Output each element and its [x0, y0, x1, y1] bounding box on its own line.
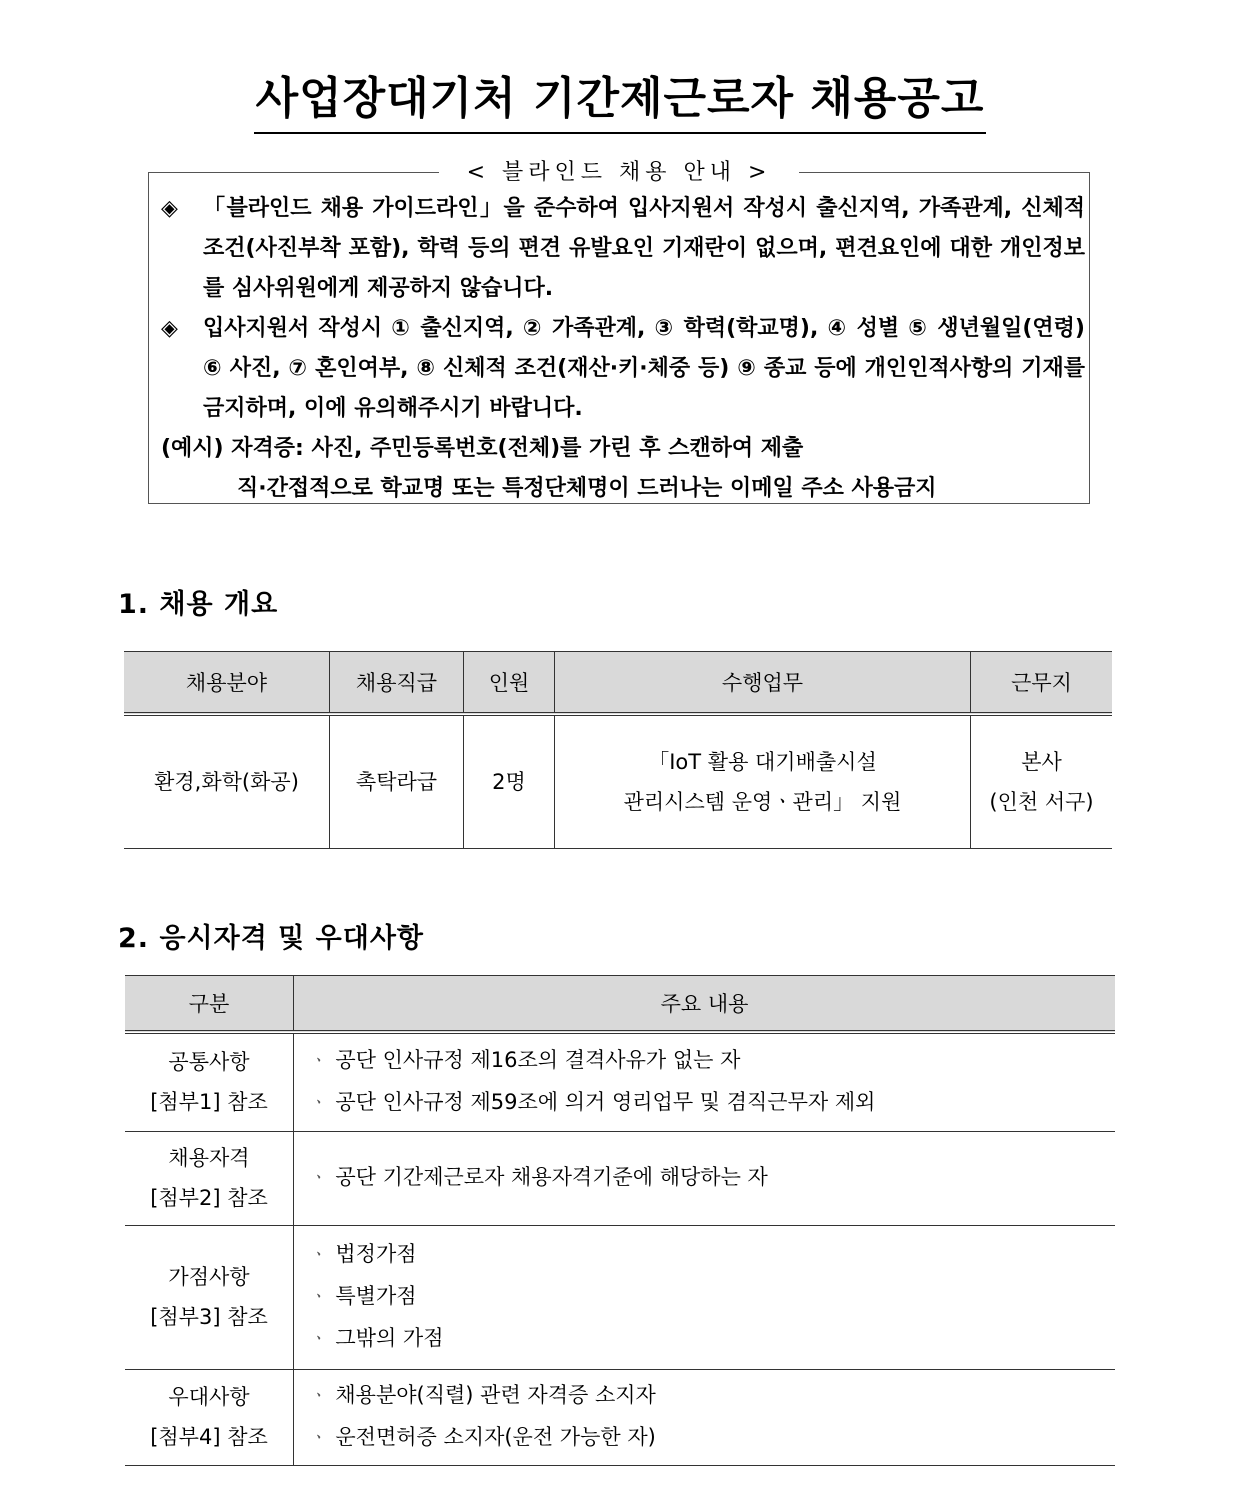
dot-bullet-icon: ㆍ	[310, 1287, 328, 1308]
item-text: 그밖의 가점	[335, 1326, 444, 1350]
dot-bullet-icon: ㆍ	[310, 1245, 328, 1266]
header-count: 인원	[464, 652, 555, 715]
duty-line-2: 관리시스템 운영ㆍ관리」 지원	[623, 790, 902, 814]
cell-location	[971, 714, 1113, 849]
list-item	[310, 1040, 1115, 1082]
table-row	[125, 1225, 1115, 1369]
list-item	[310, 1318, 1115, 1360]
table-header-row	[124, 652, 1112, 715]
dot-bullet-icon: ㆍ	[310, 1093, 328, 1115]
category-label: 채용자격	[168, 1146, 250, 1170]
dot-bullet-icon: ㆍ	[310, 1428, 328, 1449]
category-label: 공통사항	[168, 1050, 250, 1075]
category-cell	[125, 1032, 294, 1131]
cell-count: 2명	[464, 714, 555, 849]
item-text: 공단 인사규정 제16조의 결격사유가 없는 자	[335, 1048, 741, 1073]
content-cell	[294, 1225, 1116, 1369]
category-cell	[125, 1369, 294, 1465]
header-content: 주요 내용	[294, 976, 1116, 1033]
item-text: 운전면허증 소지자(운전 가능한 자)	[335, 1425, 656, 1449]
page-title: 사업장대기처 기간제근로자 채용공고	[254, 62, 987, 134]
notice-bullet-1	[161, 189, 1085, 309]
dot-bullet-icon: ㆍ	[310, 1386, 328, 1407]
dot-bullet-icon: ㆍ	[310, 1168, 328, 1189]
cell-field: 환경,화학(화공)	[124, 714, 330, 849]
category-ref: [첨부4] 참조	[150, 1425, 268, 1449]
header-location: 근무지	[971, 652, 1113, 715]
item-text: 법정가점	[335, 1242, 417, 1266]
location-line-1: 본사	[1021, 750, 1062, 774]
overview-table	[124, 651, 1112, 849]
header-field: 채용분야	[124, 652, 330, 715]
location-line-2: (인천 서구)	[989, 790, 1094, 814]
blind-hiring-notice	[148, 160, 1090, 504]
item-text: 공단 인사규정 제59조에 의거 영리업무 및 겸직근무자 제외	[335, 1090, 876, 1115]
section2-heading: 2. 응시자격 및 우대사항	[118, 923, 424, 954]
notice-caption: < 블라인드 채용 안내 >	[439, 160, 800, 185]
header-grade: 채용직급	[330, 652, 464, 715]
content-cell	[294, 1369, 1116, 1465]
notice-bullet-2	[161, 309, 1085, 429]
content-cell	[294, 1032, 1116, 1131]
notice-bullet-2-text: 입사지원서 작성시 ① 출신지역, ② 가족관계, ③ 학력(학교명), ④ 성별 ⑤ 생년월일(연령) ⑥ 사진, ⑦ 혼인여부, ⑧ 신체적 조건(재산·키·체중 등) ⑨ 종교 등에 개인인적사항의 기재를 금지하며, 이에 유의해주시기 바랍니다.	[203, 316, 1085, 421]
qualification-table	[125, 975, 1115, 1466]
list-item	[310, 1417, 1115, 1459]
list-item	[310, 1276, 1115, 1318]
list-item	[310, 1234, 1115, 1276]
category-cell	[125, 1225, 294, 1369]
table-row	[125, 1032, 1115, 1131]
category-cell	[125, 1131, 294, 1225]
list-item	[310, 1082, 1115, 1124]
item-text: 특별가점	[335, 1284, 417, 1308]
diamond-bullet-icon: ◈	[161, 196, 178, 221]
cell-duty	[555, 714, 971, 849]
item-text: 채용분야(직렬) 관련 자격증 소지자	[335, 1383, 656, 1407]
section1-heading: 1. 채용 개요	[118, 589, 279, 620]
notice-example-2: 직·간접적으로 학교명 또는 특정단체명이 드러나는 이메일 주소 사용금지	[237, 476, 937, 501]
category-ref: [첨부2] 참조	[150, 1186, 268, 1210]
notice-bullet-1-text: 「블라인드 채용 가이드라인」을 준수하여 입사지원서 작성시 출신지역, 가족관계, 신체적조건(사진부착 포함), 학력 등의 편견 유발요인 기재란이 없으며, 편견요인에 대한 개인정보를 심사위원에게 제공하지 않습니다.	[203, 196, 1085, 301]
dot-bullet-icon: ㆍ	[310, 1329, 328, 1350]
category-label: 우대사항	[168, 1385, 250, 1409]
table-row	[125, 1131, 1115, 1225]
category-ref: [첨부1] 참조	[150, 1090, 268, 1115]
duty-line-1: 「IoT 활용 대기배출시설	[648, 750, 877, 774]
header-category: 구분	[125, 976, 294, 1033]
list-item	[310, 1157, 1115, 1199]
table-header-row	[125, 976, 1115, 1033]
content-cell	[294, 1131, 1116, 1225]
category-label: 가점사항	[168, 1265, 250, 1289]
table-row	[125, 1369, 1115, 1465]
header-duty: 수행업무	[555, 652, 971, 715]
cell-grade: 촉탁라급	[330, 714, 464, 849]
category-ref: [첨부3] 참조	[150, 1305, 268, 1329]
item-text: 공단 기간제근로자 채용자격기준에 해당하는 자	[335, 1165, 768, 1189]
diamond-bullet-icon: ◈	[161, 316, 178, 341]
table-row	[124, 714, 1112, 849]
dot-bullet-icon: ㆍ	[310, 1051, 328, 1073]
list-item	[310, 1375, 1115, 1417]
notice-example-1: (예시) 자격증: 사진, 주민등록번호(전체)를 가린 후 스캔하여 제출	[161, 436, 804, 461]
